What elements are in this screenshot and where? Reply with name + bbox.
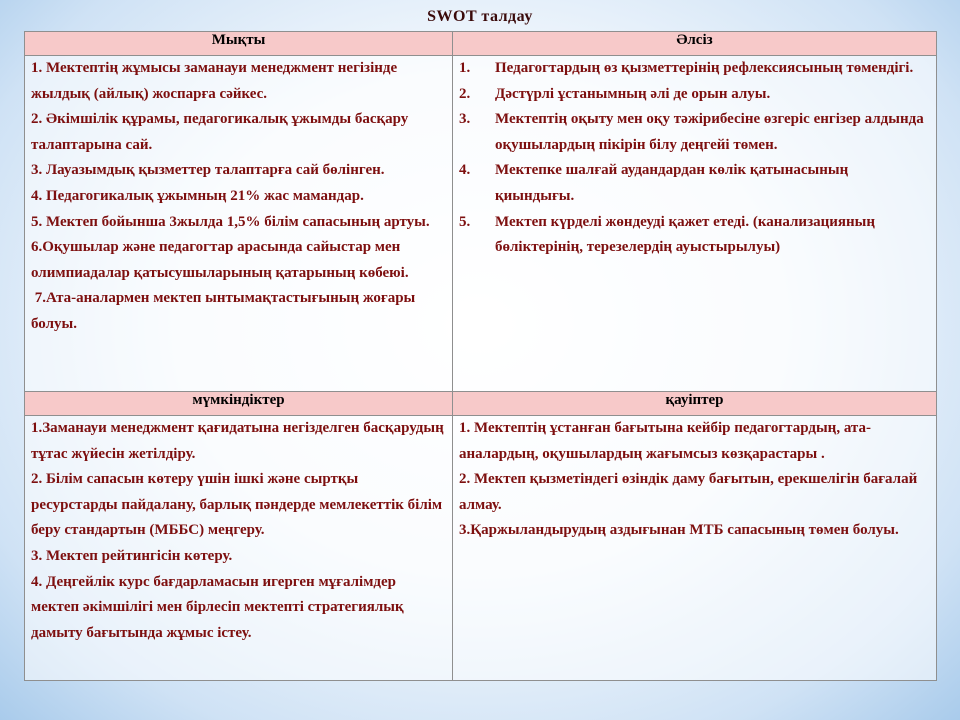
strength-item: 4. Педагогикалық ұжымның 21% жас мамандар. xyxy=(31,187,364,204)
weakness-number: 3. xyxy=(459,111,471,128)
strength-item: 2. Әкімшілік құрамы, педагогикалық ұжымды басқару талаптарына сай. xyxy=(31,111,409,153)
swot-table xyxy=(24,31,937,681)
weakness-item xyxy=(459,158,930,209)
bottom-header-row xyxy=(25,392,937,416)
opportunity-item: 1.Заманауи менеджмент қағидатына негізделген басқарудың тұтас жүйесін жетілдіру. xyxy=(31,420,444,462)
weakness-text: Мектепке шалғай аудандардан көлік қатынасының қиындығы. xyxy=(495,162,849,204)
strengths-header: Мықты xyxy=(25,32,453,56)
strength-item: 5. Мектеп бойынша 3жылда 1,5% білім сапасының артуы. xyxy=(31,213,430,230)
threat-item: 1. Мектептің ұстанған бағытына кейбір педагогтардың, ата-аналардың, оқушылардың жағымсыз көзқарастары . xyxy=(459,420,871,462)
weakness-item xyxy=(459,107,930,158)
strengths-cell xyxy=(25,56,453,392)
top-content-row xyxy=(25,56,937,392)
page-title: SWOT талдау xyxy=(427,8,533,25)
weakness-number: 4. xyxy=(459,162,471,179)
weakness-item xyxy=(459,82,930,108)
threat-item: 2. Мектеп қызметіндегі өзіндік даму бағытын, ерекшелігін бағалай алмау. xyxy=(459,471,918,513)
weakness-item xyxy=(459,210,930,261)
opportunities-cell xyxy=(25,416,453,681)
weakness-number: 2. xyxy=(459,85,471,102)
weakness-item xyxy=(459,56,930,82)
weakness-number: 5. xyxy=(459,213,471,230)
weaknesses-header: Әлсіз xyxy=(453,32,937,56)
strength-item: 7.Ата-аналармен мектеп ынтымақтастығының жоғары болуы. xyxy=(31,290,420,332)
weakness-text: Дәстүрлі ұстанымның әлі де орын алуы. xyxy=(495,85,771,102)
weakness-text: Мектеп күрделі жөндеуді қажет етеді. (канализацияның бөліктерінің, терезелердің ауыстырылуы) xyxy=(495,213,876,256)
strength-item: 1. Мектептің жұмысы заманауи менеджмент негізінде жылдық (айлық) жоспарға сәйкес. xyxy=(31,60,398,102)
threats-header: қауіптер xyxy=(453,392,937,416)
opportunity-item: 4. Деңгейлік курс бағдарламасын игерген мұғалімдер мектеп әкімшілігі мен бірлесіп мектепті стратегиялық дамыту бағытында жұмыс істеу. xyxy=(31,573,404,641)
weaknesses-cell xyxy=(453,56,937,392)
weakness-text: Мектептің оқыту мен оқу тәжірибесіне өзгеріс енгізер алдында оқушылардың пікірін білу деңгейі төмен. xyxy=(495,111,924,153)
weakness-number: 1. xyxy=(459,60,471,76)
threats-cell xyxy=(453,416,937,681)
threat-item: 3.Қаржыландырудың аздығынан МТБ сапасының төмен болуы. xyxy=(459,522,899,539)
top-header-row xyxy=(25,32,937,56)
opportunity-item: 2. Білім сапасын көтеру үшін ішкі және сыртқы ресурстарды пайдалану, барлық пәндерде мемлекеттік білім беру стандартын (МББС) меңгеру. xyxy=(31,471,443,539)
opportunity-item: 3. Мектеп рейтингісін көтеру. xyxy=(31,547,233,564)
bottom-content-row xyxy=(25,416,937,681)
strength-item: 3. Лауазымдық қызметтер талаптарға сай бөлінген. xyxy=(31,162,385,179)
weaknesses-list xyxy=(459,56,930,261)
strength-item: 6.Оқушылар және педагогтар арасында сайыстар мен олимпиадалар қатысушыларының қатарының көбеюі. xyxy=(31,239,409,281)
opportunities-header: мүмкіндіктер xyxy=(25,392,453,416)
weakness-text: Педагогтардың өз қызметтерінің рефлексиясының төмендігі. xyxy=(495,60,914,76)
